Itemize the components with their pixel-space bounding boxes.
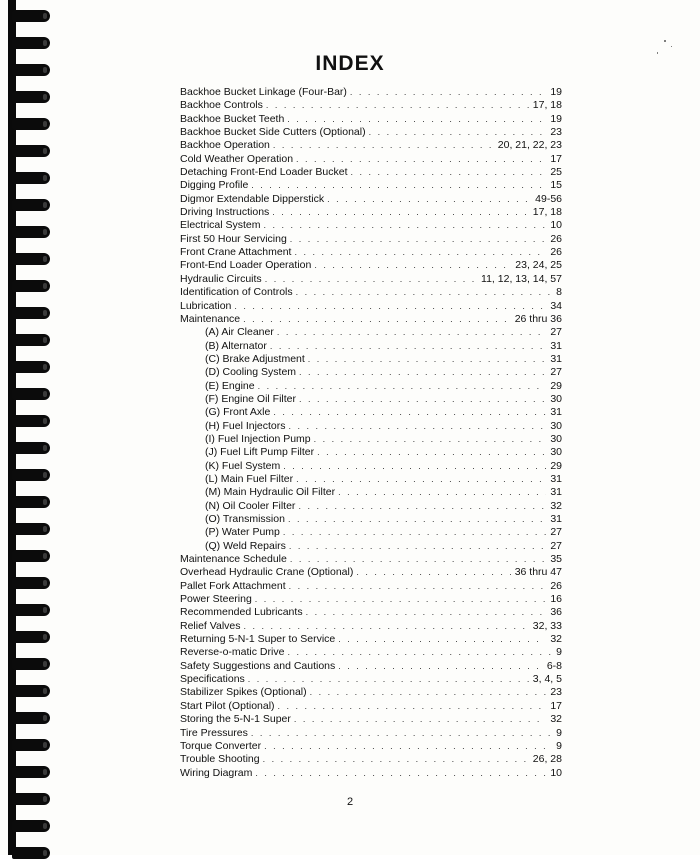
index-entry: [180, 179, 562, 192]
index-entry-label: Trouble Shooting: [180, 753, 260, 766]
index-entry-pages: 31: [550, 486, 562, 499]
index-entry-label: (F) Engine Oil Filter: [205, 392, 297, 405]
index-entry-label: Recommended Lubricants: [180, 606, 303, 619]
dot-leader: [369, 126, 547, 139]
index-entry-label: Storing the 5-N-1 Super: [180, 713, 291, 726]
binding-ring: [12, 442, 50, 454]
dot-leader: [306, 606, 547, 619]
index-entry: [180, 580, 562, 593]
index-entry-label: Identification of Controls: [180, 286, 293, 299]
index-entry-pages: 19: [550, 86, 562, 98]
index-entry: [180, 113, 562, 126]
binding-ring: [12, 307, 50, 319]
dot-leader: [251, 727, 552, 740]
index-entry-pages: 17, 18: [532, 99, 562, 112]
index-entry: [180, 513, 562, 526]
dot-leader: [273, 139, 494, 152]
index-entry: [180, 380, 562, 393]
index-entry: [180, 219, 562, 232]
index-entry: [180, 313, 562, 326]
index-entry-label: (H) Fuel Injectors: [205, 419, 286, 432]
dot-leader: [264, 740, 552, 753]
index-entry-label: Safety Suggestions and Cautions: [180, 659, 336, 672]
index-entry: [180, 686, 562, 699]
index-entry-label: Hydraulic Circuits: [180, 272, 262, 285]
index-entry-pages: 10: [550, 766, 562, 779]
index-entry: [180, 620, 562, 633]
index-entry: [180, 166, 562, 179]
dot-leader: [290, 553, 546, 566]
dot-leader: [296, 153, 546, 166]
index-entry-pages: 31: [550, 472, 562, 485]
index-entry-pages: 26 thru 36: [514, 312, 562, 325]
index-entry-label: (A) Air Cleaner: [205, 326, 274, 339]
index-entry: [180, 233, 562, 246]
dot-leader: [351, 166, 547, 179]
index-entry-label: (M) Main Hydraulic Oil Filter: [205, 486, 336, 499]
binding-ring: [12, 847, 50, 859]
dot-leader: [338, 633, 546, 646]
index-entry-pages: 3, 4, 5: [532, 673, 562, 686]
index-entry-label: First 50 Hour Servicing: [180, 232, 287, 245]
dot-leader: [270, 340, 546, 353]
binding-ring: [12, 91, 50, 103]
index-entry-label: Maintenance: [180, 312, 241, 325]
index-entry: [180, 713, 562, 726]
scan-speck: [657, 52, 658, 54]
index-entry: [180, 740, 562, 753]
index-entry: [180, 99, 562, 112]
dot-leader: [327, 193, 531, 206]
dot-leader: [289, 540, 546, 553]
index-entry-label: (O) Transmission: [205, 513, 285, 525]
index-entry-label: Returning 5-N-1 Super to Service: [180, 633, 336, 646]
index-entry-label: Maintenance Schedule: [180, 553, 287, 566]
dot-leader: [296, 473, 546, 486]
dot-leader: [338, 660, 543, 673]
index-entry: [180, 473, 562, 486]
index-entry-label: Backhoe Operation: [180, 139, 270, 152]
binding-ring: [12, 334, 50, 346]
index-entry: [180, 446, 562, 459]
index-entry: [180, 486, 562, 499]
index-entry: [180, 606, 562, 619]
index-entry: [180, 460, 562, 473]
index-entry: [180, 300, 562, 313]
index-entry-pages: 36 thru 47: [514, 566, 562, 579]
index-entry-label: Backhoe Bucket Side Cutters (Optional): [180, 126, 366, 139]
dot-leader: [288, 513, 546, 526]
index-entry: [180, 646, 562, 659]
index-entry: [180, 126, 562, 139]
dot-leader: [273, 406, 546, 419]
index-entry-pages: 23: [550, 126, 562, 139]
index-entry-pages: 6-8: [546, 659, 562, 672]
dot-leader: [299, 393, 546, 406]
index-entry: [180, 153, 562, 166]
index-entry-pages: 19: [550, 112, 562, 125]
binding-ring: [12, 118, 50, 130]
index-entry-pages: 16: [550, 593, 562, 606]
dot-leader: [264, 219, 547, 232]
index-entry-pages: 31: [550, 339, 562, 352]
index-entry: [180, 553, 562, 566]
index-entry-pages: 36: [550, 606, 562, 619]
index-entry: [180, 366, 562, 379]
index-entry: [180, 727, 562, 740]
binding-ring: [12, 712, 50, 724]
index-entry-pages: 15: [550, 179, 562, 192]
index-entry-label: Driving Instructions: [180, 206, 270, 219]
index-entry-pages: 11, 12, 13, 14, 57: [481, 272, 562, 285]
dot-leader: [317, 446, 546, 459]
index-entry-label: Overhead Hydraulic Crane (Optional): [180, 566, 354, 579]
binding-ring: [12, 496, 50, 508]
dot-leader: [350, 86, 546, 99]
index-entry-pages: 32: [550, 713, 562, 726]
index-entry-pages: 8: [556, 286, 562, 299]
index-entry: [180, 273, 562, 286]
index-entry-pages: 9: [556, 739, 562, 752]
binding-ring: [12, 820, 50, 832]
dot-leader: [234, 300, 546, 313]
dot-leader: [314, 433, 547, 446]
page-number: 2: [346, 796, 354, 808]
dot-leader: [255, 767, 546, 780]
index-entry: [180, 660, 562, 673]
index-entry: [180, 767, 562, 780]
index-entry-label: Detaching Front-End Loader Bucket: [180, 166, 348, 179]
index-entry-pages: 26: [550, 246, 562, 259]
index-entry: [180, 420, 562, 433]
index-entry: [180, 406, 562, 419]
index-entry-label: Specifications: [180, 673, 245, 686]
dot-leader: [266, 99, 529, 112]
binding-ring: [12, 469, 50, 481]
binding-ring: [12, 361, 50, 373]
index-entry-pages: 26: [550, 232, 562, 245]
index-entry-label: (L) Main Fuel Filter: [205, 472, 294, 485]
index-entry-label: Tire Pressures: [180, 726, 248, 739]
index-entry: [180, 673, 562, 686]
index-entry-label: (J) Fuel Lift Pump Filter: [205, 446, 315, 459]
dot-leader: [258, 380, 547, 393]
dot-leader: [283, 526, 546, 539]
index-entry-pages: 9: [556, 726, 562, 739]
index-entry-pages: 26: [550, 579, 562, 592]
binding-ring: [12, 658, 50, 670]
index-entry-label: Lubrication: [180, 299, 232, 312]
dot-leader: [308, 353, 547, 366]
dot-leader: [314, 259, 511, 272]
index-entry-pages: 49-56: [535, 192, 562, 205]
binding-ring: [12, 550, 50, 562]
index-entry-label: Front Crane Attachment: [180, 246, 292, 259]
binding-ring: [12, 415, 50, 427]
scan-speck: [664, 40, 666, 42]
index-entry: [180, 700, 562, 713]
index-entry: [180, 566, 562, 579]
index-entry-pages: 30: [550, 419, 562, 432]
dot-leader: [244, 620, 529, 633]
index-entry-pages: 32: [550, 499, 562, 512]
index-entry-pages: 31: [550, 513, 562, 525]
dot-leader: [296, 286, 553, 299]
index-entry-pages: 10: [550, 219, 562, 232]
binding-ring: [12, 280, 50, 292]
index-entry: [180, 246, 562, 259]
binding-ring: [12, 172, 50, 184]
dot-leader: [298, 500, 546, 513]
dot-leader: [243, 313, 511, 326]
dot-leader: [287, 113, 546, 126]
index-entry-label: Digging Profile: [180, 179, 249, 192]
binding-ring: [12, 10, 50, 22]
index-entry-label: (P) Water Pump: [205, 526, 280, 539]
index-entry-pages: 27: [550, 326, 562, 339]
index-entry: [180, 326, 562, 339]
index-entry-pages: 23, 24, 25: [515, 259, 562, 272]
index-entry-label: Cold Weather Operation: [180, 152, 294, 165]
index-entry-pages: 29: [550, 379, 562, 392]
index-entry-pages: 26, 28: [532, 753, 562, 766]
index-entry: [180, 86, 562, 99]
index-entry: [180, 753, 562, 766]
index-entry-label: Digmor Extendable Dipperstick: [180, 192, 325, 205]
dot-leader: [299, 366, 546, 379]
index-entry-label: Torque Converter: [180, 739, 262, 752]
index-entry: [180, 259, 562, 272]
page-title: INDEX: [315, 52, 385, 75]
dot-leader: [248, 673, 529, 686]
index-entry-label: Backhoe Bucket Teeth: [180, 112, 285, 125]
dot-leader: [272, 206, 529, 219]
index-entry-label: (B) Alternator: [205, 339, 267, 352]
index-entry-pages: 31: [550, 352, 562, 365]
index-entry: [180, 193, 562, 206]
index-entry-label: Pallet Fork Attachment: [180, 579, 286, 592]
binding-ring: [12, 766, 50, 778]
dot-leader: [251, 179, 546, 192]
index-entry-label: (N) Oil Cooler Filter: [205, 499, 296, 512]
dot-leader: [294, 713, 546, 726]
index-entry-label: Backhoe Bucket Linkage (Four-Bar): [180, 86, 347, 98]
index-entry-pages: 31: [550, 406, 562, 419]
index-entry-label: (G) Front Axle: [205, 406, 271, 419]
index-entry-label: Power Steering: [180, 593, 252, 606]
binding-ring: [12, 631, 50, 643]
binding-ring: [12, 145, 50, 157]
dot-leader: [283, 460, 546, 473]
index-entry-pages: 30: [550, 446, 562, 459]
index-entry-label: Front-End Loader Operation: [180, 259, 312, 272]
dot-leader: [265, 273, 477, 286]
index-entry-pages: 35: [550, 553, 562, 566]
binding-ring: [12, 199, 50, 211]
index-entry: [180, 500, 562, 513]
index-entry: [180, 393, 562, 406]
binding-ring: [12, 577, 50, 589]
dot-leader: [255, 593, 547, 606]
index-entry-label: (I) Fuel Injection Pump: [205, 432, 311, 445]
index-entry-label: Stabilizer Spikes (Optional): [180, 686, 307, 699]
index-entry-pages: 27: [550, 366, 562, 379]
dot-leader: [356, 566, 510, 579]
index-entry: [180, 433, 562, 446]
index-entry-pages: 23: [550, 686, 562, 699]
index-entry-pages: 17, 18: [532, 206, 562, 219]
index-entry-label: Relief Valves: [180, 619, 241, 632]
spiral-binding: [0, 0, 60, 855]
index-entry-label: (K) Fuel System: [205, 459, 281, 472]
index-entry-label: (D) Cooling System: [205, 366, 297, 379]
index-entry-label: (E) Engine: [205, 379, 255, 392]
index-entry-pages: 32, 33: [532, 619, 562, 632]
dot-leader: [278, 700, 547, 713]
dot-leader: [277, 326, 546, 339]
index-entry-pages: 32: [550, 633, 562, 646]
dot-leader: [289, 420, 547, 433]
index-entry-label: Reverse-o-matic Drive: [180, 646, 285, 659]
index-entry-pages: 34: [550, 299, 562, 312]
index-entry: [180, 139, 562, 152]
index-entry-label: Wiring Diagram: [180, 766, 253, 779]
binding-ring: [12, 226, 50, 238]
binding-ring: [12, 604, 50, 616]
index-entry-pages: 30: [550, 432, 562, 445]
dot-leader: [289, 580, 547, 593]
index-entry-label: (Q) Weld Repairs: [205, 539, 286, 552]
dot-leader: [310, 686, 547, 699]
index-entry: [180, 633, 562, 646]
index-entry-pages: 17: [550, 152, 562, 165]
index-entry-label: Electrical System: [180, 219, 261, 232]
index-entry-pages: 20, 21, 22, 23: [497, 139, 562, 152]
index-entry: [180, 526, 562, 539]
index-list: [180, 86, 562, 780]
index-entry: [180, 206, 562, 219]
dot-leader: [263, 753, 529, 766]
index-entry-pages: 9: [556, 646, 562, 659]
index-entry: [180, 593, 562, 606]
index-entry: [180, 286, 562, 299]
dot-leader: [338, 486, 546, 499]
index-entry-pages: 29: [550, 459, 562, 472]
index-entry-pages: 25: [550, 166, 562, 179]
index-entry: [180, 540, 562, 553]
dot-leader: [290, 233, 547, 246]
index-entry-label: (C) Brake Adjustment: [205, 352, 305, 365]
index-entry: [180, 340, 562, 353]
scan-speck: [671, 46, 672, 47]
dot-leader: [294, 246, 546, 259]
index-entry-pages: 27: [550, 539, 562, 552]
index-entry-pages: 17: [550, 699, 562, 712]
index-entry-label: Backhoe Controls: [180, 99, 263, 112]
index-entry: [180, 353, 562, 366]
binding-ring: [12, 523, 50, 535]
index-entry-label: Start Pilot (Optional): [180, 699, 275, 712]
dot-leader: [287, 646, 552, 659]
index-entry-pages: 27: [550, 526, 562, 539]
binding-ring: [12, 739, 50, 751]
index-entry-pages: 30: [550, 392, 562, 405]
binding-ring: [12, 37, 50, 49]
binding-ring: [12, 388, 50, 400]
binding-ring: [12, 685, 50, 697]
binding-ring: [12, 253, 50, 265]
